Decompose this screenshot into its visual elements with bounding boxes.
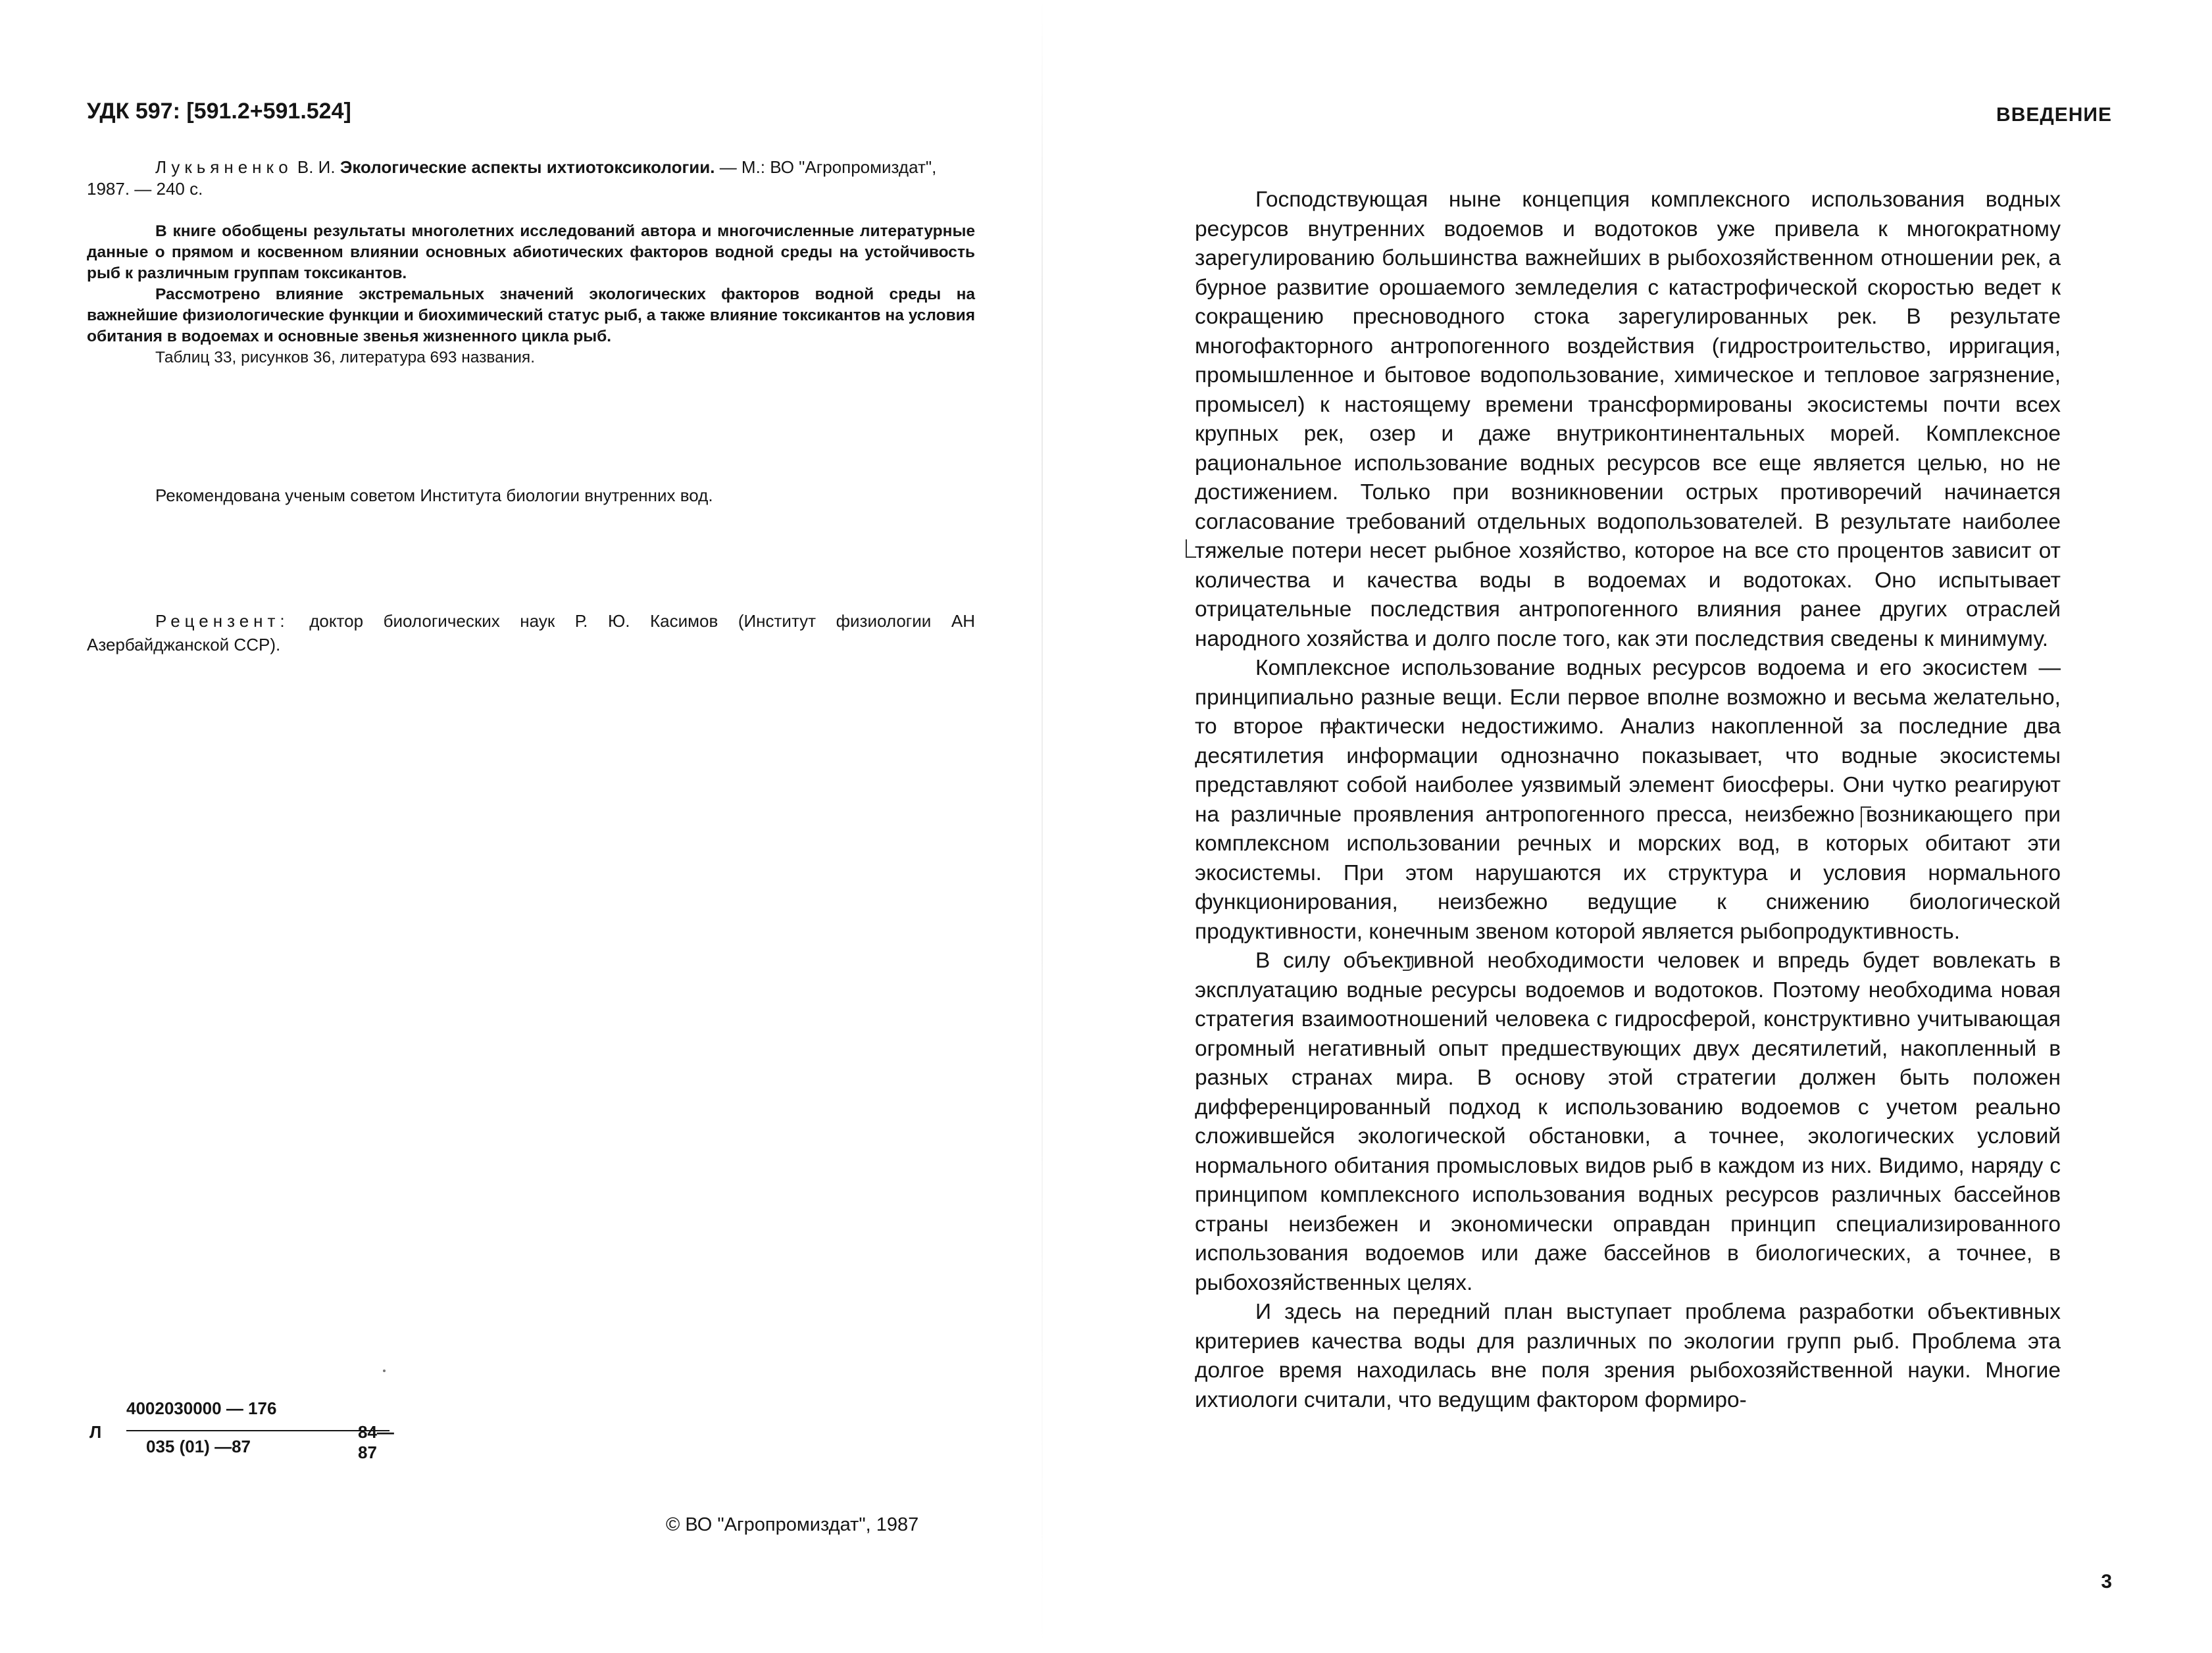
bibliographic-record [87, 157, 975, 200]
handwritten-bracket-mark [1186, 539, 1196, 558]
reviewer-label: Рецензент: [155, 611, 289, 631]
author-initials: В. И. [292, 157, 340, 177]
annotation [87, 221, 975, 368]
catalog-index [87, 1398, 403, 1471]
introduction-text [1195, 185, 2061, 1415]
page-number: 3 [2101, 1571, 2112, 1592]
recommendation: Рекомендована ученым советом Института биологии внутренних вод. [155, 485, 713, 505]
scan-speck [383, 1369, 386, 1372]
annotation-paragraph: Рассмотрено влияние экстремальных значений экологических факторов водной среды на важнейшие физиологические функции и биохимический статус рыб, а также влияние токсикантов на условия обитания в водоемах и основные звенья жизненного цикла рыб. [87, 285, 975, 345]
body-paragraph: Комплексное использование водных ресурсов водоема и его экосистем — принципиально разные вещи. Если первое вполне возможно и весьма желательно, то второе практически недостижимо. Анализ накопленной за последние два десятилетия информации однозначно показывает, что водные экосистемы представляют собой наиболее уязвимый элемент биосферы. Они чутко реагируют на различные проявления антропогенного пресса, неизбежно возникающего при комплексном использовании речных и морских вод, в которых обитают эти экосистемы. При этом нарушаются их структура и условия нормального функционирования, неизбежно ведущие к снижению биологической продуктивности, конечным звеном которой является рыбопродуктивность. [1195, 656, 2061, 944]
right-page [1105, 0, 2212, 1653]
body-paragraph: Господствующая ныне концепция комплексного использования водных ресурсов внутренних водоемов и водотоков уже привела к многократному зарегулированию большинства важнейших в рыбохозяйственном отношении рек, а бурное развитие орошаемого земледелия с катастрофической скоростью ведет к сокращению пресноводного стока зарегулированных рек. В результате многофакторного антропогенного воздействия (гидростроительство, ирригация, промышленное и бытовое водопользование, химическое и тепловое загрязнение, промысел) к настоящему времени трансформированы экосистемы почти всех крупных рек, озер и даже внутриконтинентальных морей. Комплексное рациональное использование водных ресурсов все еще является целью, но не достижением. Только при возникновении острых противоречий начинается согласование требований отдельных водопользователей. В результате наиболее тяжелые потери несет рыбное хозяйство, которое на все сто процентов зависит от количества и качества воды в водоемах и водотоках. Оно испытывает отрицательные последствия антропогенного влияния ранее других отраслей народного хозяйства и долго после того, как эти последствия сведены к минимуму. [1195, 187, 2061, 651]
tables-figures-count: Таблиц 33, рисунков 36, литература 693 названия. [155, 349, 536, 366]
catalog-numerator: 4002030000 — 176 [126, 1398, 277, 1418]
handwritten-bracket-mark [1861, 806, 1871, 827]
publication-info: — М.: ВО "Агропромиздат", 1987. — 240 с. [87, 157, 937, 199]
catalog-letter: Л [89, 1422, 102, 1442]
author-name: Лукьяненко [155, 157, 293, 177]
reviewer-text: доктор биологических наук Р. Ю. Касимов (Институт физиологии АН Азербайджанской ССР). [87, 611, 975, 654]
catalog-tail: 84—87 [358, 1422, 394, 1462]
annotation-paragraph: В книге обобщены результаты многолетних исследований автора и многочисленные литературные данные о прямом и косвенном влиянии основных абиотических факторов водной среды на устойчивость рыб к различным группам токсикантов. [87, 222, 975, 282]
body-paragraph: И здесь на передний план выступает проблема разработки объективных критериев качества воды для различных по экологии групп рыб. Проблема эта долгое время находилась вне поля зрения рыбохозяйственной науки. Многие ихтиологи считали, что ведущим фактором формиро- [1195, 1300, 2061, 1412]
section-heading: ВВЕДЕНИЕ [1996, 104, 2112, 126]
handwritten-bracket-mark [1326, 718, 1338, 729]
udk-code: УДК 597: [591.2+591.524] [87, 99, 351, 124]
reviewer [87, 609, 975, 656]
fraction-bar [126, 1430, 390, 1431]
copyright: © ВО "Агропромиздат", 1987 [666, 1514, 919, 1535]
handwritten-bracket-mark [1403, 958, 1413, 971]
left-page [0, 0, 1079, 1653]
book-title: Экологические аспекты ихтиотоксикологии. [339, 157, 715, 177]
catalog-denominator: 035 (01) —87 [146, 1437, 251, 1456]
body-paragraph: В силу объективной необходимости человек и впредь будет вовлекать в эксплуатацию водные ресурсы водоемов и водотоков. Поэтому необходима новая стратегия взаимоотношений человека с гидросферой, конструктивно учитывающая огромный негативный опыт предшествующих двух десятилетий, накопленный в разных странах мира. В основу этой стратегии должен быть положен дифференцированный подход к использованию водоемов с учетом реально сложившейся экологической обстановки, а точнее, экологических условий нормального обитания промысловых видов рыб в каждом из них. Видимо, наряду с принципом комплексного использования водных ресурсов различных бассейнов страны неизбежен и экономически оправдан принцип специализированного использования водоемов или даже бассейнов в биологических, а точнее, в рыбохозяйственных целях. [1195, 949, 2061, 1295]
